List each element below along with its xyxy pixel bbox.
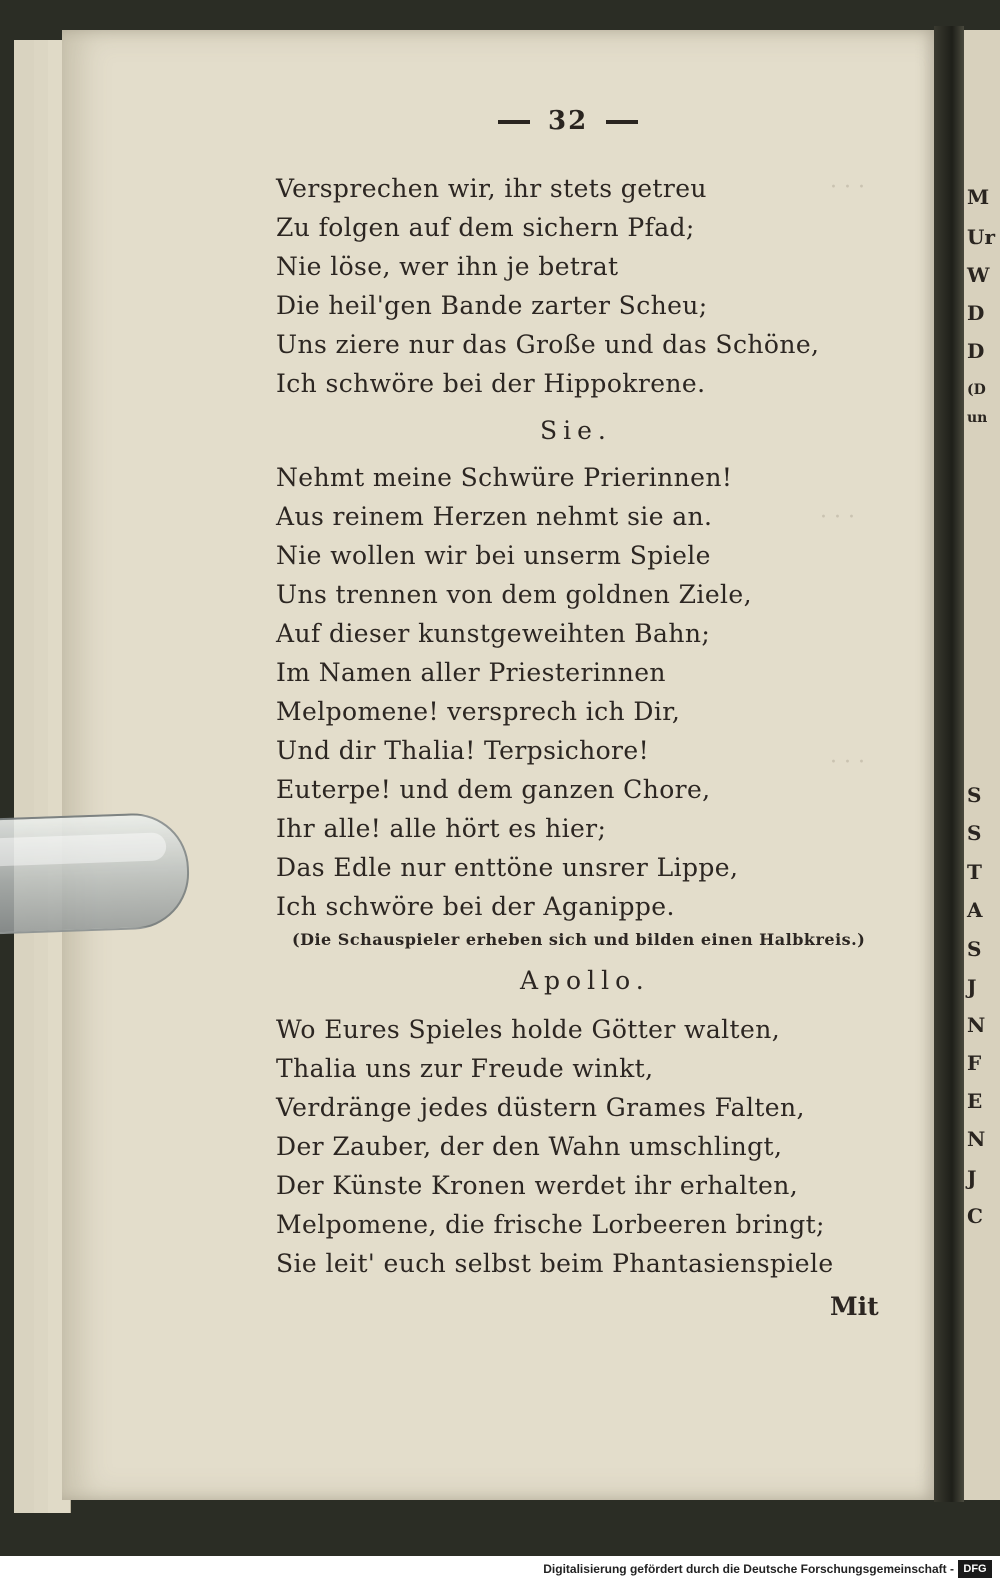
verse-line: Nie wollen wir bei unserm Spiele (276, 541, 711, 570)
next-page-fragment: un (967, 410, 988, 426)
page-number: 32 (548, 106, 589, 136)
header-dash (606, 120, 638, 124)
next-page-fragment: S (967, 821, 982, 845)
next-page-fragment: Ur (967, 225, 995, 249)
verse-line: Nie löse, wer ihn je betrat (276, 252, 619, 281)
verse-line: Sie leit' euch selbst beim Phantasienspiele (276, 1249, 834, 1278)
verse-line: Auf dieser kunstgeweihten Bahn; (276, 619, 711, 648)
digitization-footer (0, 1556, 1000, 1583)
next-page-fragment: D (967, 301, 985, 325)
bleed-through: · · · (830, 175, 865, 200)
next-page-fragment: W (967, 263, 990, 287)
next-page-fragment: C (967, 1204, 983, 1228)
verse-line: Verdränge jedes düstern Grames Falten, (276, 1093, 805, 1122)
next-page-fragment: F (967, 1051, 982, 1075)
verse-line: Der Zauber, der den Wahn umschlingt, (276, 1132, 783, 1161)
next-page-fragment: D (967, 339, 985, 363)
verse-line: Euterpe! und dem ganzen Chore, (276, 775, 711, 804)
stage-direction: (Die Schauspieler erheben sich und bilden einen Halbkreis.) (292, 930, 866, 949)
dfg-logo: DFG (958, 1560, 992, 1578)
verse-line: Thalia uns zur Freude winkt, (276, 1054, 654, 1083)
verse-line: Melpomene! versprech ich Dir, (276, 697, 681, 726)
clip-highlight (0, 832, 167, 866)
verse-line: Ich schwöre bei der Hippokrene. (276, 369, 706, 398)
footer-credit: Digitalisierung gefördert durch die Deutsche Forschungsgemeinschaft - (543, 1562, 954, 1576)
verse-line: Ich schwöre bei der Aganippe. (276, 892, 675, 921)
verse-line: Im Namen aller Priesterinnen (276, 658, 666, 687)
header-dash (498, 120, 530, 124)
bleed-through: · · · (820, 505, 855, 530)
next-page-fragment: E (967, 1089, 983, 1113)
verse-line: Versprechen wir, ihr stets getreu (276, 174, 707, 203)
next-page-fragment: (D (967, 382, 986, 398)
verse-line: Nehmt meine Schwüre Prierinnen! (276, 463, 733, 492)
verse-line: Ihr alle! alle hört es hier; (276, 814, 607, 843)
next-page-fragment: N (967, 1127, 986, 1151)
book-gutter (934, 26, 964, 1502)
bleed-through: · · · (830, 750, 865, 775)
next-page-fragment: S (967, 937, 982, 961)
next-page-fragment: M (967, 185, 990, 209)
next-page-fragment: J (967, 975, 977, 999)
next-page-fragment: A (967, 898, 983, 922)
next-page-fragment: N (967, 1013, 986, 1037)
speaker-heading: Sie. (540, 416, 612, 445)
next-page-fragment: T (967, 860, 982, 884)
verse-line: Melpomene, die frische Lorbeeren bringt; (276, 1210, 825, 1239)
verse-line: Aus reinem Herzen nehmt sie an. (276, 502, 713, 531)
verse-line: Die heil'gen Bande zarter Scheu; (276, 291, 708, 320)
next-page-fragment: S (967, 783, 982, 807)
page-header (480, 106, 660, 136)
verse-line: Uns ziere nur das Große und das Schöne, (276, 330, 820, 359)
verse-line: Zu folgen auf dem sichern Pfad; (276, 213, 695, 242)
speaker-heading: Apollo. (520, 966, 650, 995)
verse-line: Der Künste Kronen werdet ihr erhalten, (276, 1171, 799, 1200)
verse-line: Uns trennen von dem goldnen Ziele, (276, 580, 752, 609)
verse-line: Das Edle nur enttöne unsrer Lippe, (276, 853, 739, 882)
book-page (62, 30, 934, 1500)
next-page-fragment: J (967, 1166, 977, 1190)
page-clip (0, 812, 191, 935)
next-page-edge (964, 30, 1000, 1500)
verse-line: Wo Eures Spieles holde Götter walten, (276, 1015, 781, 1044)
verse-line: Und dir Thalia! Terpsichore! (276, 736, 650, 765)
catchword: Mit (830, 1292, 879, 1321)
